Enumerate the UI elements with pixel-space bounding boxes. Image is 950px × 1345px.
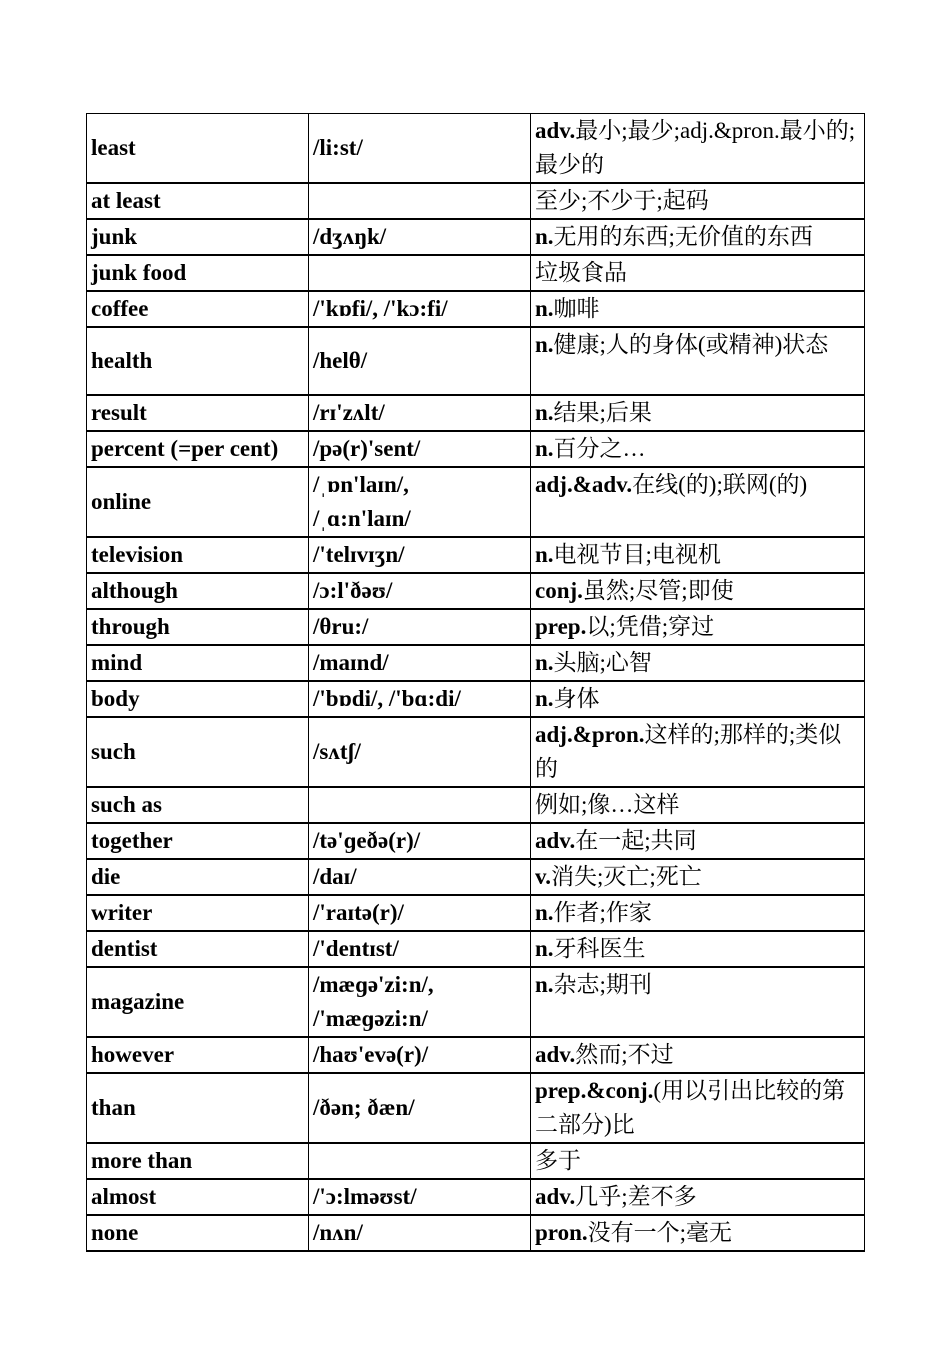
part-of-speech: n. — [535, 332, 554, 357]
meaning-text: 然而;不过 — [575, 1042, 674, 1067]
meaning-text: 头脑;心智 — [553, 650, 652, 675]
meaning-text: 作者;作家 — [553, 900, 652, 925]
phonetic-text: /nʌn/ — [313, 1220, 363, 1245]
meaning-text: 没有一个;毫无 — [587, 1220, 733, 1245]
phonetic-text: /dʒʌŋk/ — [313, 224, 387, 249]
phonetic-cell — [309, 573, 531, 609]
phonetic-text: /haʊ'evə(r)/ — [313, 1042, 429, 1067]
table-row — [87, 114, 865, 184]
meaning-text: 垃圾食品 — [535, 260, 627, 285]
phonetic-cell — [309, 645, 531, 681]
part-of-speech: adj.&adv. — [535, 472, 633, 497]
phonetic-text: /θru:/ — [313, 614, 369, 639]
definition-cell — [531, 327, 865, 395]
table-row — [87, 183, 865, 219]
meaning-text: 多于 — [535, 1148, 581, 1173]
definition-cell — [531, 395, 865, 431]
phonetic-text: /mæɡə'zi:n/, — [313, 972, 434, 997]
definition-cell — [531, 183, 865, 219]
table-row — [87, 467, 865, 537]
definition-cell — [531, 717, 865, 787]
vocabulary-table-body — [87, 114, 865, 1252]
word-cell: junk food — [87, 255, 309, 291]
meaning-text: 电视节目;电视机 — [553, 542, 721, 567]
phonetic-cell — [309, 931, 531, 967]
word-cell: however — [87, 1037, 309, 1073]
part-of-speech: conj. — [535, 578, 583, 603]
table-row — [87, 681, 865, 717]
phonetic-cell — [309, 1215, 531, 1251]
definition-cell — [531, 1037, 865, 1073]
table-row — [87, 291, 865, 327]
table-row — [87, 1179, 865, 1215]
phonetic-text: /'kɒfi/, /'kɔ:fi/ — [313, 296, 448, 321]
phonetic-text: /pə(r)'sent/ — [313, 436, 421, 461]
phonetic-text: /'bɒdi/, /'bɑ:di/ — [313, 686, 461, 711]
phonetic-cell — [309, 431, 531, 467]
meaning-text: 身体 — [553, 686, 600, 711]
word-cell: body — [87, 681, 309, 717]
meaning-text: 消失;灭亡;死亡 — [550, 864, 702, 889]
word-cell: percent (=per cent) — [87, 431, 309, 467]
word-cell: online — [87, 467, 309, 537]
phonetic-text: /'telɪvɪʒn/ — [313, 542, 405, 567]
word-cell: almost — [87, 1179, 309, 1215]
word-cell: than — [87, 1073, 309, 1143]
table-row — [87, 1215, 865, 1251]
table-row — [87, 327, 865, 395]
phonetic-text: /'mæɡəzi:n/ — [313, 1006, 428, 1031]
word-cell: television — [87, 537, 309, 573]
part-of-speech: n. — [535, 400, 554, 425]
meaning-text: 百分之… — [553, 436, 646, 461]
meaning-text: 无用的东西;无价值的东西 — [553, 224, 813, 249]
word-cell: more than — [87, 1143, 309, 1179]
definition-cell — [531, 859, 865, 895]
part-of-speech: adv. — [535, 118, 576, 143]
phonetic-text: /ɔ:l'ðəʊ/ — [313, 578, 393, 603]
part-of-speech: n. — [535, 650, 554, 675]
table-row — [87, 395, 865, 431]
part-of-speech: n. — [535, 936, 554, 961]
phonetic-cell — [309, 537, 531, 573]
meaning-text: 最小;最少;adj.&pron.最小的;最少的 — [535, 118, 856, 177]
meaning-text: 至少;不少于;起码 — [535, 188, 709, 213]
definition-cell — [531, 787, 865, 823]
table-row — [87, 645, 865, 681]
definition-cell — [531, 114, 865, 184]
table-row — [87, 573, 865, 609]
table-row — [87, 219, 865, 255]
definition-cell — [531, 219, 865, 255]
table-row — [87, 431, 865, 467]
phonetic-text: /li:st/ — [313, 135, 363, 160]
definition-cell — [531, 291, 865, 327]
meaning-text: 健康;人的身体(或精神)状态 — [553, 332, 829, 357]
phonetic-cell — [309, 895, 531, 931]
meaning-text: 虽然;尽管;即使 — [582, 578, 734, 603]
meaning-text: 牙科医生 — [553, 936, 646, 961]
definition-cell — [531, 967, 865, 1037]
definition-cell — [531, 931, 865, 967]
phonetic-cell — [309, 291, 531, 327]
phonetic-text: /tə'ɡeðə(r)/ — [313, 828, 421, 853]
table-row — [87, 931, 865, 967]
word-cell: at least — [87, 183, 309, 219]
word-cell: although — [87, 573, 309, 609]
definition-cell — [531, 1215, 865, 1251]
word-cell: together — [87, 823, 309, 859]
phonetic-cell — [309, 1143, 531, 1179]
part-of-speech: prep. — [535, 614, 587, 639]
word-cell: coffee — [87, 291, 309, 327]
part-of-speech: adv. — [535, 1184, 576, 1209]
word-cell: die — [87, 859, 309, 895]
phonetic-cell — [309, 219, 531, 255]
part-of-speech: v. — [535, 864, 551, 889]
part-of-speech: n. — [535, 542, 554, 567]
table-row — [87, 1037, 865, 1073]
part-of-speech: n. — [535, 900, 554, 925]
definition-cell — [531, 255, 865, 291]
part-of-speech: n. — [535, 296, 554, 321]
definition-cell — [531, 645, 865, 681]
meaning-text: 杂志;期刊 — [553, 972, 652, 997]
meaning-text: (用以引出比较的第二部分)比 — [535, 1078, 846, 1137]
meaning-text: 结果;后果 — [553, 400, 652, 425]
phonetic-text: /rɪ'zʌlt/ — [313, 400, 385, 425]
meaning-text: 咖啡 — [553, 296, 600, 321]
definition-cell — [531, 895, 865, 931]
definition-cell — [531, 823, 865, 859]
word-cell: health — [87, 327, 309, 395]
table-row — [87, 1143, 865, 1179]
phonetic-text: /sʌtʃ/ — [313, 739, 361, 764]
phonetic-cell — [309, 183, 531, 219]
meaning-text: 例如;像…这样 — [535, 792, 680, 817]
word-cell: dentist — [87, 931, 309, 967]
word-cell: such as — [87, 787, 309, 823]
word-cell: mind — [87, 645, 309, 681]
phonetic-cell — [309, 859, 531, 895]
meaning-text: 这样的;那样的;类似的 — [535, 722, 842, 781]
part-of-speech: n. — [535, 686, 554, 711]
phonetic-text: /'raɪtə(r)/ — [313, 900, 404, 925]
word-cell: none — [87, 1215, 309, 1251]
phonetic-cell — [309, 1179, 531, 1215]
word-cell: writer — [87, 895, 309, 931]
table-row — [87, 787, 865, 823]
phonetic-cell — [309, 114, 531, 184]
phonetic-cell — [309, 681, 531, 717]
phonetic-cell — [309, 1037, 531, 1073]
meaning-text: 在一起;共同 — [575, 828, 697, 853]
phonetic-cell — [309, 823, 531, 859]
definition-cell — [531, 1179, 865, 1215]
meaning-text: 以;凭借;穿过 — [586, 614, 715, 639]
phonetic-cell — [309, 467, 531, 537]
phonetic-text: /maɪnd/ — [313, 650, 389, 675]
phonetic-text: /ðən; ðæn/ — [313, 1095, 415, 1120]
word-cell: least — [87, 114, 309, 184]
phonetic-text: /'ɔ:lməʊst/ — [313, 1184, 417, 1209]
table-row — [87, 609, 865, 645]
part-of-speech: pron. — [535, 1220, 588, 1245]
phonetic-text: /ˌɒn'laɪn/, — [313, 472, 409, 497]
phonetic-text: /daɪ/ — [313, 864, 357, 889]
table-row — [87, 717, 865, 787]
word-cell: result — [87, 395, 309, 431]
table-row — [87, 967, 865, 1037]
table-row — [87, 823, 865, 859]
definition-cell — [531, 681, 865, 717]
part-of-speech: n. — [535, 972, 554, 997]
part-of-speech: prep.&conj. — [535, 1078, 654, 1103]
phonetic-text: /'dentɪst/ — [313, 936, 399, 961]
phonetic-cell — [309, 255, 531, 291]
word-cell: such — [87, 717, 309, 787]
part-of-speech: adv. — [535, 1042, 576, 1067]
definition-cell — [531, 1143, 865, 1179]
definition-cell — [531, 467, 865, 537]
definition-cell — [531, 609, 865, 645]
phonetic-cell — [309, 327, 531, 395]
meaning-text: 几乎;差不多 — [575, 1184, 697, 1209]
phonetic-cell — [309, 967, 531, 1037]
part-of-speech: adv. — [535, 828, 576, 853]
part-of-speech: n. — [535, 436, 554, 461]
meaning-text: 在线(的);联网(的) — [632, 472, 808, 497]
part-of-speech: n. — [535, 224, 554, 249]
definition-cell — [531, 537, 865, 573]
part-of-speech: adj.&pron. — [535, 722, 645, 747]
phonetic-cell — [309, 787, 531, 823]
table-row — [87, 255, 865, 291]
definition-cell — [531, 573, 865, 609]
table-row — [87, 537, 865, 573]
word-cell: magazine — [87, 967, 309, 1037]
word-cell: junk — [87, 219, 309, 255]
table-row — [87, 895, 865, 931]
table-row — [87, 859, 865, 895]
phonetic-cell — [309, 395, 531, 431]
phonetic-cell — [309, 1073, 531, 1143]
table-row — [87, 1073, 865, 1143]
vocabulary-table — [86, 113, 865, 1252]
phonetic-text: /helθ/ — [313, 348, 368, 373]
word-cell: through — [87, 609, 309, 645]
phonetic-cell — [309, 609, 531, 645]
phonetic-cell — [309, 717, 531, 787]
definition-cell — [531, 1073, 865, 1143]
definition-cell — [531, 431, 865, 467]
phonetic-text: /ˌɑ:n'laɪn/ — [313, 506, 411, 531]
